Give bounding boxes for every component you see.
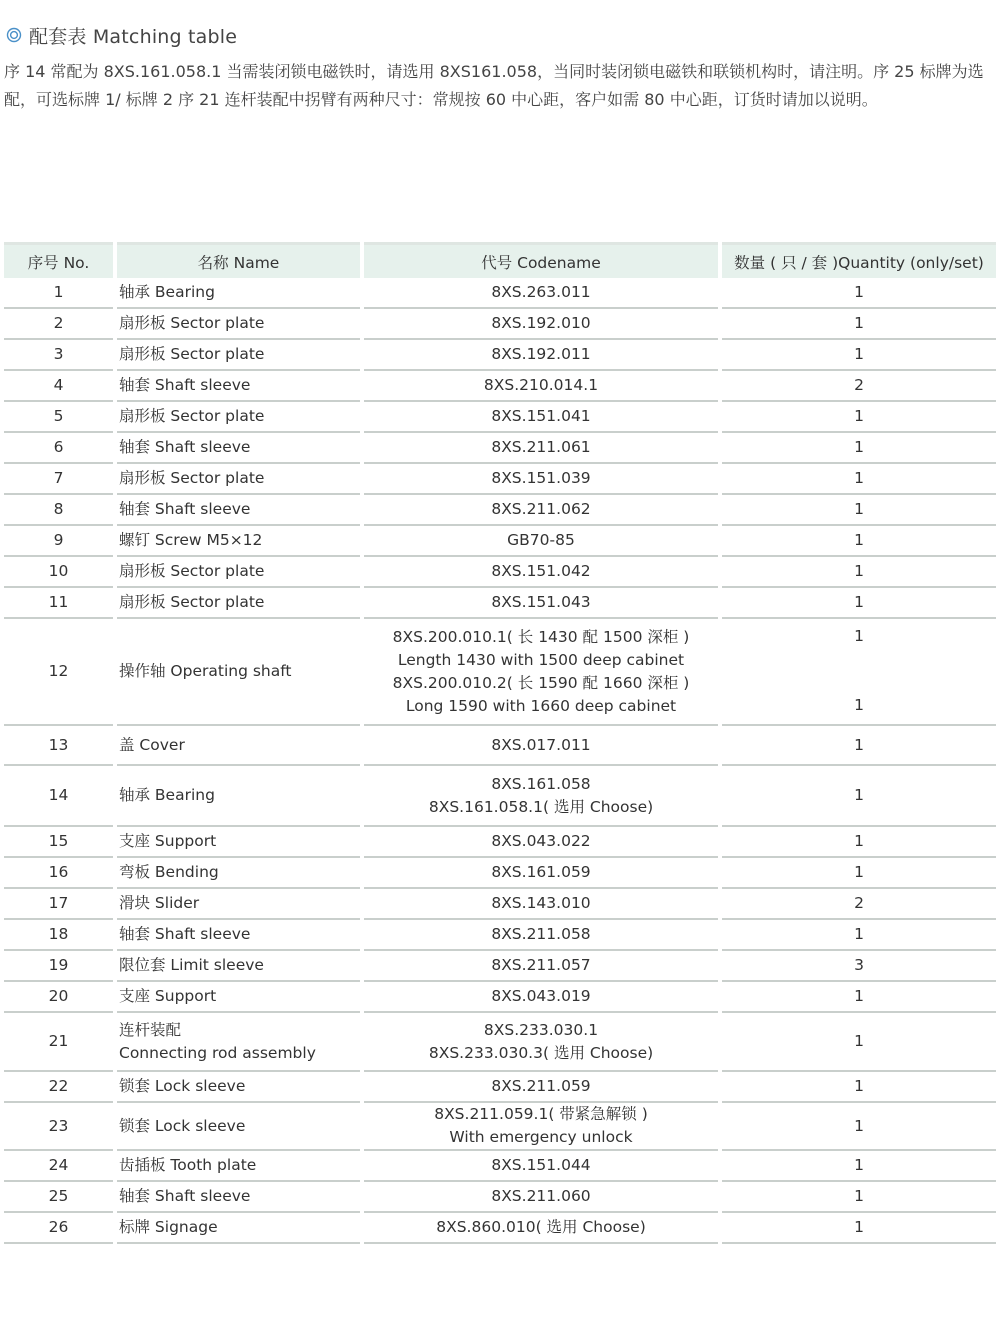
cell-no: 10 bbox=[4, 557, 113, 588]
cell-codename-line: With emergency unlock bbox=[449, 1128, 633, 1146]
cell-codename-line: Length 1430 with 1500 deep cabinet bbox=[397, 650, 685, 669]
cell-quantity: 1 bbox=[722, 278, 996, 309]
table-row bbox=[4, 827, 996, 858]
cell-codename bbox=[364, 309, 718, 340]
cell-no: 11 bbox=[4, 588, 113, 619]
cell-codename-line: 8XS.161.059 bbox=[491, 863, 591, 881]
cell-name-line: 轴套 Shaft sleeve bbox=[119, 1187, 251, 1205]
table-row bbox=[4, 858, 996, 889]
cell-quantity: 1 bbox=[722, 526, 996, 557]
cell-codename-line: 8XS.233.030.3( 选用 Choose) bbox=[428, 1043, 654, 1062]
table-row bbox=[4, 526, 996, 557]
cell-no: 9 bbox=[4, 526, 113, 557]
cell-codename bbox=[364, 495, 718, 526]
cell-quantity: 1 bbox=[722, 1072, 996, 1103]
cell-codename-line: 8XS.151.039 bbox=[491, 469, 591, 487]
table-row bbox=[4, 464, 996, 495]
table-row bbox=[4, 1213, 996, 1244]
cell-codename-line: 8XS.860.010( 选用 Choose) bbox=[436, 1218, 646, 1236]
cell-no: 19 bbox=[4, 951, 113, 982]
cell-codename-line: 8XS.151.042 bbox=[491, 562, 591, 580]
cell-name bbox=[117, 526, 360, 557]
cell-quantity: 1 bbox=[722, 920, 996, 951]
cell-quantity-group bbox=[722, 619, 996, 724]
table-row bbox=[4, 340, 996, 371]
cell-no: 16 bbox=[4, 858, 113, 889]
cell-name bbox=[117, 402, 360, 433]
cell-quantity: 1 bbox=[722, 1013, 996, 1072]
cell-codename-line: 8XS.211.059.1( 带紧急解锁 ) bbox=[434, 1105, 648, 1123]
table-row bbox=[4, 1182, 996, 1213]
cell-quantity: 1 bbox=[722, 588, 996, 619]
cell-no: 23 bbox=[4, 1103, 113, 1151]
cell-name-line: 轴承 Bearing bbox=[119, 786, 215, 804]
cell-no: 17 bbox=[4, 889, 113, 920]
cell-quantity: 2 bbox=[722, 889, 996, 920]
table-row bbox=[4, 309, 996, 340]
cell-name bbox=[117, 827, 360, 858]
cell-no: 8 bbox=[4, 495, 113, 526]
intro-note: 序 14 常配为 8XS.161.058.1 当需装闭锁电磁铁时，请选用 8XS161.058，当同时装闭锁电磁铁和联锁机构时，请注明。序 25 标牌为选配，可选标牌 1/ 标牌 2 序 21 连杆装配中拐臂有两种尺寸：常规按 60 中心距，客户如需 80 中心距，订货时请加以说明。 bbox=[4, 62, 984, 109]
cell-no: 1 bbox=[4, 278, 113, 309]
cell-no: 15 bbox=[4, 827, 113, 858]
cell-name bbox=[117, 920, 360, 951]
cell-codename bbox=[364, 982, 718, 1013]
cell-codename bbox=[364, 557, 718, 588]
cell-quantity: 1 bbox=[722, 858, 996, 889]
cell-codename-line: 8XS.192.010 bbox=[491, 314, 591, 332]
cell-quantity: 1 bbox=[722, 1151, 996, 1182]
cell-name bbox=[117, 309, 360, 340]
table-row bbox=[4, 766, 996, 827]
table-row bbox=[4, 1151, 996, 1182]
cell-name-line: 锁套 Lock sleeve bbox=[119, 1116, 246, 1135]
section-heading bbox=[6, 22, 237, 48]
cell-codename bbox=[364, 827, 718, 858]
cell-codename bbox=[364, 371, 718, 402]
table-row bbox=[4, 433, 996, 464]
cell-name-line: 滑块 Slider bbox=[119, 894, 200, 912]
cell-codename-line: 8XS.200.010.1( 长 1430 配 1500 深柜 ) bbox=[392, 627, 690, 646]
cell-no: 6 bbox=[4, 433, 113, 464]
cell-no: 24 bbox=[4, 1151, 113, 1182]
cell-name-line: 螺钉 Screw M5×12 bbox=[119, 531, 263, 549]
cell-codename-line: 8XS.211.059 bbox=[491, 1077, 591, 1095]
cell-codename bbox=[364, 340, 718, 371]
cell-name bbox=[117, 340, 360, 371]
cell-name bbox=[117, 495, 360, 526]
cell-codename bbox=[364, 1072, 718, 1103]
cell-codename-line: 8XS.211.057 bbox=[491, 956, 591, 974]
cell-codename-line: Long 1590 with 1660 deep cabinet bbox=[405, 696, 677, 715]
cell-no: 26 bbox=[4, 1213, 113, 1244]
cell-name-line: 扇形板 Sector plate bbox=[119, 314, 265, 332]
cell-codename bbox=[364, 1013, 718, 1072]
cell-quantity: 1 bbox=[722, 433, 996, 464]
cell-no: 22 bbox=[4, 1072, 113, 1103]
cell-quantity: 1 bbox=[722, 557, 996, 588]
cell-codename-line: 8XS.143.010 bbox=[491, 894, 591, 912]
cell-no: 21 bbox=[4, 1013, 113, 1072]
cell-codename bbox=[364, 433, 718, 464]
cell-quantity: 1 bbox=[722, 309, 996, 340]
cell-name bbox=[117, 726, 360, 766]
cell-quantity: 1 bbox=[722, 766, 996, 827]
cell-codename bbox=[364, 889, 718, 920]
cell-quantity-line: 1 bbox=[854, 627, 864, 645]
cell-name-line: 弯板 Bending bbox=[119, 863, 219, 881]
cell-codename-line: 8XS.043.019 bbox=[491, 987, 591, 1005]
cell-quantity: 1 bbox=[722, 495, 996, 526]
table-row bbox=[4, 1013, 996, 1072]
cell-name-line: 扇形板 Sector plate bbox=[119, 562, 265, 580]
cell-quantity: 1 bbox=[722, 1182, 996, 1213]
cell-name bbox=[117, 889, 360, 920]
cell-codename-line: 8XS.161.058 bbox=[491, 774, 591, 793]
table-row bbox=[4, 619, 996, 726]
cell-quantity: 1 bbox=[722, 340, 996, 371]
cell-name bbox=[117, 557, 360, 588]
cell-codename-line: GB70-85 bbox=[507, 531, 575, 549]
section-title: 配套表 Matching table bbox=[29, 25, 238, 48]
cell-codename bbox=[364, 726, 718, 766]
cell-no: 25 bbox=[4, 1182, 113, 1213]
cell-codename-line: 8XS.017.011 bbox=[491, 735, 591, 754]
cell-name-line: 轴套 Shaft sleeve bbox=[119, 376, 251, 394]
cell-codename bbox=[364, 766, 718, 827]
cell-no: 2 bbox=[4, 309, 113, 340]
cell-codename-line: 8XS.151.041 bbox=[491, 407, 591, 425]
cell-name-line: 扇形板 Sector plate bbox=[119, 345, 265, 363]
table-row bbox=[4, 402, 996, 433]
cell-codename-line: 8XS.043.022 bbox=[491, 832, 591, 850]
table-row bbox=[4, 982, 996, 1013]
cell-name bbox=[117, 951, 360, 982]
cell-codename bbox=[364, 278, 718, 309]
cell-no: 14 bbox=[4, 766, 113, 827]
cell-codename-line: 8XS.192.011 bbox=[491, 345, 591, 363]
cell-codename bbox=[364, 920, 718, 951]
cell-name-line: 标牌 Signage bbox=[119, 1218, 218, 1236]
cell-name-line: 轴套 Shaft sleeve bbox=[119, 500, 251, 518]
table-header-row bbox=[4, 242, 996, 278]
cell-codename bbox=[364, 464, 718, 495]
table-row bbox=[4, 278, 996, 309]
cell-name bbox=[117, 619, 360, 726]
table-row bbox=[4, 889, 996, 920]
cell-name-line: 扇形板 Sector plate bbox=[119, 407, 265, 425]
cell-codename-line: 8XS.211.060 bbox=[491, 1187, 591, 1205]
cell-name-line: 盖 Cover bbox=[119, 735, 185, 754]
cell-codename-line: 8XS.161.058.1( 选用 Choose) bbox=[428, 797, 654, 816]
matching-table bbox=[0, 242, 1000, 1244]
cell-name bbox=[117, 1182, 360, 1213]
cell-no: 5 bbox=[4, 402, 113, 433]
cell-codename-line: 8XS.200.010.2( 长 1590 配 1660 深柜 ) bbox=[392, 673, 690, 692]
cell-quantity: 1 bbox=[722, 982, 996, 1013]
cell-quantity-line: 1 bbox=[854, 696, 864, 714]
cell-codename-line: 8XS.151.043 bbox=[491, 593, 591, 611]
cell-codename bbox=[364, 588, 718, 619]
cell-name-line: 支座 Support bbox=[119, 832, 217, 850]
cell-name-line: 轴承 Bearing bbox=[119, 283, 215, 301]
cell-codename-line: 8XS.233.030.1 bbox=[483, 1020, 599, 1039]
cell-codename bbox=[364, 1151, 718, 1182]
header-quantity: 数量 ( 只 / 套 )Quantity (only/set) bbox=[722, 242, 996, 278]
cell-codename bbox=[364, 1182, 718, 1213]
table-row bbox=[4, 495, 996, 526]
cell-name bbox=[117, 982, 360, 1013]
cell-codename-line: 8XS.211.058 bbox=[491, 925, 591, 943]
cell-name bbox=[117, 1103, 360, 1151]
cell-codename bbox=[364, 1103, 718, 1151]
cell-no: 20 bbox=[4, 982, 113, 1013]
cell-no: 7 bbox=[4, 464, 113, 495]
cell-name bbox=[117, 1213, 360, 1244]
cell-quantity: 2 bbox=[722, 371, 996, 402]
table-row bbox=[4, 920, 996, 951]
cell-quantity: 1 bbox=[722, 1103, 996, 1151]
cell-codename bbox=[364, 858, 718, 889]
cell-name-line: 轴套 Shaft sleeve bbox=[119, 438, 251, 456]
table-row bbox=[4, 371, 996, 402]
cell-codename bbox=[364, 1213, 718, 1244]
table-row bbox=[4, 1103, 996, 1151]
cell-name bbox=[117, 858, 360, 889]
cell-codename-line: 8XS.263.011 bbox=[491, 283, 591, 301]
cell-name bbox=[117, 371, 360, 402]
cell-quantity: 3 bbox=[722, 951, 996, 982]
cell-name bbox=[117, 1013, 360, 1072]
cell-codename bbox=[364, 619, 718, 726]
table-body bbox=[4, 278, 996, 1244]
header-name: 名称 Name bbox=[117, 242, 360, 278]
cell-name-line: 轴套 Shaft sleeve bbox=[119, 925, 251, 943]
cell-name bbox=[117, 278, 360, 309]
table-row bbox=[4, 557, 996, 588]
cell-name-line: 操作轴 Operating shaft bbox=[119, 662, 292, 680]
cell-codename bbox=[364, 526, 718, 557]
cell-name bbox=[117, 588, 360, 619]
cell-codename-line: 8XS.211.062 bbox=[491, 500, 591, 518]
cell-name-line: 锁套 Lock sleeve bbox=[119, 1077, 246, 1095]
cell-name-line: Connecting rod assembly bbox=[119, 1043, 316, 1062]
cell-name-line: 支座 Support bbox=[119, 987, 217, 1005]
cell-name bbox=[117, 766, 360, 827]
cell-quantity: 1 bbox=[722, 827, 996, 858]
cell-no: 13 bbox=[4, 726, 113, 766]
cell-name bbox=[117, 464, 360, 495]
header-codename: 代号 Codename bbox=[364, 242, 718, 278]
cell-codename bbox=[364, 402, 718, 433]
table-row bbox=[4, 588, 996, 619]
cell-name-line: 扇形板 Sector plate bbox=[119, 469, 265, 487]
cell-quantity: 1 bbox=[722, 726, 996, 766]
cell-name bbox=[117, 1151, 360, 1182]
cell-name-line: 扇形板 Sector plate bbox=[119, 593, 265, 611]
cell-quantity bbox=[722, 619, 996, 726]
cell-codename-line: 8XS.211.061 bbox=[491, 438, 591, 456]
cell-quantity: 1 bbox=[722, 402, 996, 433]
cell-quantity: 1 bbox=[722, 1213, 996, 1244]
header-no: 序号 No. bbox=[4, 242, 113, 278]
table-row bbox=[4, 1072, 996, 1103]
cell-no: 3 bbox=[4, 340, 113, 371]
cell-name-line: 限位套 Limit sleeve bbox=[119, 956, 264, 974]
cell-codename-line: 8XS.151.044 bbox=[491, 1156, 591, 1174]
cell-name bbox=[117, 433, 360, 464]
cell-name-line: 连杆装配 bbox=[119, 1020, 182, 1039]
cell-name bbox=[117, 1072, 360, 1103]
cell-no: 18 bbox=[4, 920, 113, 951]
concentric-circles-icon bbox=[6, 27, 22, 43]
cell-codename-line: 8XS.210.014.1 bbox=[483, 376, 599, 394]
cell-codename bbox=[364, 951, 718, 982]
cell-name-line: 齿插板 Tooth plate bbox=[119, 1156, 257, 1174]
matching-table-wrapper bbox=[4, 242, 996, 1244]
table-row bbox=[4, 951, 996, 982]
table-row bbox=[4, 726, 996, 766]
cell-no: 12 bbox=[4, 619, 113, 726]
cell-quantity: 1 bbox=[722, 464, 996, 495]
cell-no: 4 bbox=[4, 371, 113, 402]
